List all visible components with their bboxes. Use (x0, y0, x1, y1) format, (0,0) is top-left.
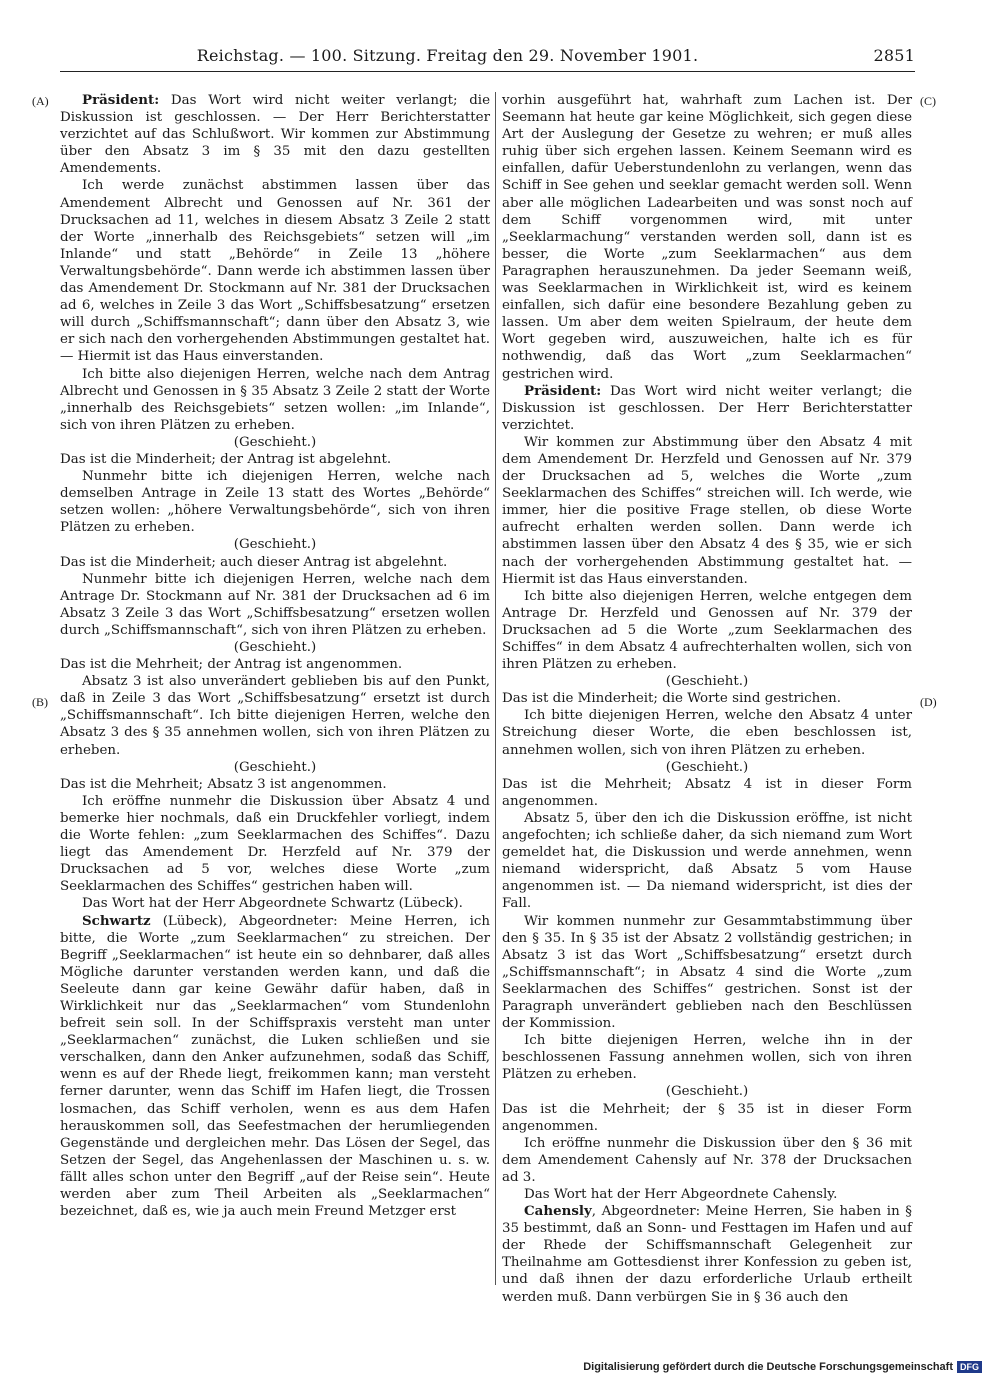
margin-marker-b: (B) (32, 695, 48, 709)
left-column (60, 92, 490, 1220)
paragraph: vorhin ausgeführt hat, wahrhaft zum Lachen ist. Der Seemann hat heute gar keine Möglichkeit, sich gegen diese Art der Auslegung der Gesetze zu wehren; er muß alles ruhig über sich ergehen lassen. Keinem Seemann wird es einfallen, dafür Ueberstundenlohn zu verlangen, wenn das Schiff in See gehen und seeklar gemacht werden soll. Wenn aber alle möglichen Ladearbeiten und was sonst noch auf dem Schiff vorgenommen wird, mit unter „Seeklarmachung“ verstanden werden soll, dann ist es besser, die Worte „zum Seeklarmachen“ aus dem Paragraphen herauszunehmen. Da jeder Seemann weiß, was Seeklarmachen in Wirklichkeit ist, wird es keinem einfallen, sich dafür eine besondere Bezahlung geben zu lassen. Um aber dem weiten Spielraum, der heute dem Wort gegeben wird, auszuweichen, halte ich es für nothwendig, daß das Wort „zum Seeklarmachen“ gestrichen wird. (502, 93, 912, 382)
stage-note: (Geschieht.) (665, 759, 749, 775)
paragraph: Ich bitte also diejenigen Herren, welche entgegen dem Antrage Dr. Herzfeld und Genossen auf Nr. 379 der Drucksachen ad 5 die Worte „zum Seeklarmachen des Schiffes“ in dem Absatz 4 aufrechterhalten wollen, sich von ihren Plätzen zu erheben. (502, 588, 912, 673)
paragraph: Absatz 5, über den ich die Diskussion eröffne, ist nicht angefochten; ich schließe daher, da sich niemand zum Wort gemeldet hat, die Diskussion und werde annehmen, wenn niemand widerspricht, daß Absatz 5 vom Hause angenommen ist. — Da niemand widerspricht, ist dies der Fall. (502, 810, 912, 912)
digitization-credit (583, 1361, 982, 1373)
margin-marker-d: (D) (920, 695, 937, 709)
paragraph (502, 383, 912, 434)
speaker-name: Schwartz (82, 912, 151, 929)
margin-marker-c: (C) (920, 94, 936, 108)
paragraph: Das ist die Minderheit; auch dieser Antrag ist abgelehnt. (60, 554, 448, 570)
paragraph: Wir kommen nunmehr zur Gesammtabstimmung über den § 35. In § 35 ist der Absatz 2 vollständig gestrichen; in Absatz 3 ist das Wort „Schiffsbesatzung“ ersetzt durch „Schiffsmannschaft“; in Absatz 4 sind die Worte „zum Seeklarmachen des Schiffes“ gestrichen. Sonst ist der Paragraph unverändert geblieben nach den Beschlüssen der Kommission. (502, 913, 912, 1032)
paragraph: Das Wort hat der Herr Abgeordnete Cahensly. (524, 1187, 838, 1202)
paragraph (502, 1203, 912, 1306)
paragraph: Wir kommen zur Abstimmung über den Absatz 4 mit dem Amendement Dr. Herzfeld und Genossen auf Nr. 379 der Drucksachen ad 5, welches die Worte „zum Seeklarmachen des Schiffes“ streichen will. Ich werde, wie immer, hier die positive Frage stellen, ob diese Worte aufrecht erhalten werden sollen. Dann werde ich abstimmen lassen über den Absatz 4 des § 35, wie er sich nach der vorhergehenden Abstimmung gestaltet hat. — Hiermit ist das Haus einverstanden. (502, 434, 912, 587)
paragraph: Nunmehr bitte ich diejenigen Herren, welche nach dem Antrage Dr. Stockmann auf Nr. 381 der Drucksachen ad 6 im Absatz 3 Zeile 3 das Wort „Schiffsbesatzung“ ersetzen wollen durch „Schiffsmannschaft“, sich von ihren Plätzen zu erheben. (60, 571, 490, 638)
paragraph: Das ist die Minderheit; der Antrag ist abgelehnt. (60, 451, 392, 467)
credit-text: Digitalisierung gefördert durch die Deutsche Forschungsgemeinschaft (583, 1361, 953, 1373)
paragraph-text: Das Wort wird nicht weiter verlangt; die Diskussion ist geschlossen. Der Herr Berichterstatter verzichtet. (502, 383, 912, 433)
paragraph-text: , Abgeordneter: Meine Herren, Sie haben in § 35 bestimmt, daß an Sonn- und Festtagen im Hafen und auf der Rhede der Schiffsmannschaft Gelegenheit zur Theilnahme am Gottesdienst ihrer Konfession zu geben ist, und daß ihnen der dazu erforderliche Urlaub ertheilt werden muß. Dann verbürgen Sie in § 36 auch den (502, 1204, 912, 1305)
stage-note: (Geschieht.) (233, 537, 317, 553)
stage-note: (Geschieht.) (233, 434, 317, 450)
paragraph: Das Wort hat der Herr Abgeordnete Schwartz (Lübeck). (82, 896, 463, 912)
page-header (60, 46, 915, 70)
paragraph: Das ist die Mehrheit; Absatz 4 ist in dieser Form angenommen. (502, 776, 912, 809)
dfg-logo: DFG (957, 1361, 982, 1373)
page-number: 2851 (873, 46, 915, 65)
paragraph: Ich eröffne nunmehr die Diskussion über Absatz 4 und bemerke hier nochmals, daß ein Druckfehler vorliegt, indem die Worte fehlen: „zum Seeklarmachen des Schiffes“. Dazu liegt das Amendement Dr. Herzfeld auf Nr. 379 der Drucksachen ad 5 vor, welches diese Worte „zum Seeklarmachen des Schiffes“ gestrichen haben will. (60, 793, 490, 895)
paragraph: Ich bitte diejenigen Herren, welche ihn in der beschlossenen Fassung annehmen wollen, sich von ihren Plätzen zu erheben. (502, 1033, 912, 1083)
paragraph: Nunmehr bitte ich diejenigen Herren, welche nach demselben Antrage in Zeile 13 statt des Wortes „Behörde“ setzen wollen: „höhere Verwaltungsbehörde“, sich von ihren Plätzen zu erheben. (60, 469, 490, 536)
paragraph: Das ist die Mehrheit; der Antrag ist angenommen. (60, 657, 403, 673)
paragraph: Ich werde zunächst abstimmen lassen über das Amendement Albrecht und Genossen auf Nr. 361 der Drucksachen ad 11, welches in diesem Absatz 3 Zeile 2 statt der Worte „innerhalb des Reichsgebiets“ setzen will „im Inlande“ und statt „Behörde“ in Zeile 13 „höhere Verwaltungsbehörde“. Dann werde ich abstimmen lassen über das Amendement Dr. Stockmann auf Nr. 381 der Drucksachen ad 6, welches in Zeile 3 das Wort „Schiffsbesatzung“ ersetzen will durch „Schiffsmannschaft“; dann über den Absatz 3, wie er sich nach den vorhergehenden Abstimmungen gestaltet hat. — Hiermit ist das Haus einverstanden. (60, 178, 490, 365)
stage-note: (Geschieht.) (665, 674, 749, 690)
paragraph: Das ist die Mehrheit; der § 35 ist in dieser Form angenommen. (502, 1101, 912, 1134)
header-rule (60, 71, 915, 72)
paragraph: Ich bitte diejenigen Herren, welche den Absatz 4 unter Streichung dieser Worte, die eben beschlossen ist, annehmen wollen, sich von ihren Plätzen zu erheben. (502, 708, 912, 758)
paragraph: Das ist die Minderheit; die Worte sind gestrichen. (502, 691, 842, 707)
right-column (502, 92, 912, 1306)
paragraph-text: Das Wort wird nicht weiter verlangt; die Diskussion ist geschlossen. — Der Herr Berichterstatter verzichtet auf das Schlußwort. Wir kommen zur Abstimmung über den Absatz 3 im § 35 mit den dazu gestellten Amendements. (60, 93, 490, 177)
stage-note: (Geschieht.) (233, 640, 317, 655)
speaker-name: Präsident: (524, 382, 602, 399)
margin-marker-a: (A) (32, 94, 49, 108)
stage-note: (Geschieht.) (233, 759, 317, 775)
paragraph (60, 913, 490, 1221)
paragraph (60, 92, 490, 177)
paragraph-text: (Lübeck), Abgeordneter: Meine Herren, ich bitte, die Worte „zum Seeklarmachen“ zu streichen. Der Begriff „Seeklarmachen“ ist heute ein so dehnbarer, daß alles Mögliche darunter verstanden werden kann, und daß die Seeleute dann gar keine Gewähr dafür haben, daß in Wirklichkeit nur das „Seeklarmachen“ vom Stundenlohn befreit sein soll. In der Schiffspraxis versteht man unter „Seeklarmachen“ zunächst, die Luken schließen und sie verschalken, dann den Anker aufzunehmen, sodaß das Schiff, wenn es auf der Rhede liegt, freikommen kann; man versteht ferner darunter, wenn das Schiff im Hafen liegt, die Trossen losmachen, das Schiff verholen, wenn es aus dem Hafen herauskommen soll, das Seefestmachen der herumliegenden Gegenstände und dergleichen mehr. Das Lösen der Segel, das Setzen der Segel, das Angehenlassen der Maschinen u. s. w. fällt alles schon unter den Begriff „auf der Reise sein“. Heute werden aber zum Theil Arbeiten als „Seeklarmachen“ bezeichnet, daß es, wie ja auch mein Freund Metzger erst (60, 913, 490, 1220)
paragraph: Das ist die Mehrheit; Absatz 3 ist angenommen. (60, 776, 387, 792)
paragraph: Ich eröffne nunmehr die Diskussion über den § 36 mit dem Amendement Cahensly auf Nr. 378 der Drucksachen ad 3. (502, 1135, 912, 1185)
paragraph: Absatz 3 ist also unverändert geblieben bis auf den Punkt, daß in Zeile 3 das Wort „Schiffsbesatzung“ ersetzt ist durch „Schiffsmannschaft“. Ich bitte diejenigen Herren, welche den Absatz 3 des § 35 annehmen wollen, sich von ihren Plätzen zu erheben. (60, 674, 490, 758)
running-title: Reichstag. — 100. Sitzung. Freitag den 29. November 1901. (196, 46, 699, 65)
stage-note: (Geschieht.) (665, 1084, 749, 1100)
speaker-name: Cahensly (524, 1203, 592, 1220)
column-divider (495, 92, 496, 1285)
paragraph: Ich bitte also diejenigen Herren, welche nach dem Antrag Albrecht und Genossen in § 35 Absatz 3 Zeile 2 statt der Worte „innerhalb des Reichsgebiets“ setzen wollen: „im Inlande“, sich von ihren Plätzen zu erheben. (60, 366, 490, 433)
speaker-name: Präsident: (82, 92, 160, 108)
